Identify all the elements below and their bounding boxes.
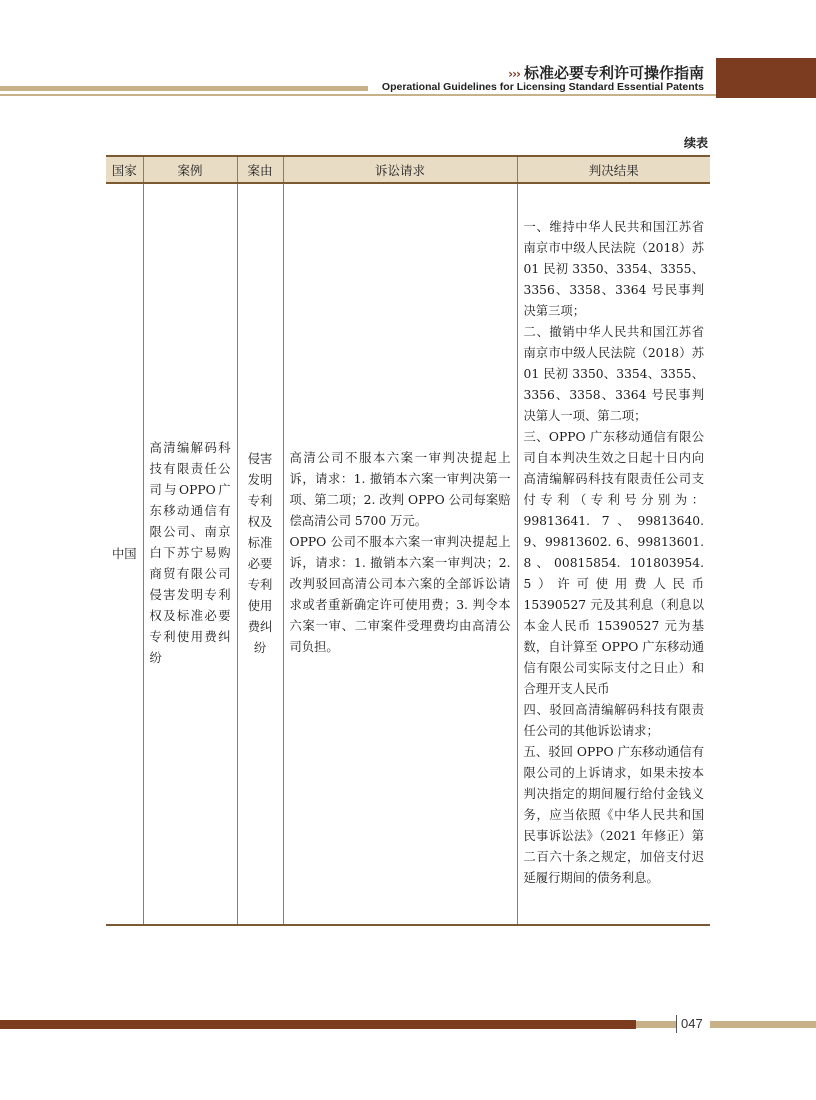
footer-bar-accent — [636, 1021, 676, 1028]
column-header-country: 国家 — [106, 156, 143, 183]
table-header-row — [106, 156, 710, 183]
running-header-title — [508, 62, 704, 83]
cell-judgment — [517, 183, 710, 925]
column-header-case: 案例 — [143, 156, 237, 183]
table-row — [106, 183, 710, 925]
continuation-label: 续表 — [683, 136, 708, 150]
cell-cause: 侵害 发明 专利 权及 标准 必要 专利 使用 费纠 纷 — [237, 183, 283, 925]
page-number: 047 — [676, 1015, 710, 1033]
judgment-item: 四、驳回高清编解码科技有限责任公司的其他诉讼请求； — [523, 703, 704, 738]
footer-bar — [0, 1020, 636, 1029]
judgment-item: 五、驳回 OPPO 广东移动通信有限公司的上诉请求，如果未按本判决指定的期间履行给付金钱义务，应当依照《中华人民共和国民事诉讼法》（2021 年修正）第二百六十条之规定，加倍支付迟延履行期间的债务利息。 — [523, 745, 704, 885]
column-header-cause: 案由 — [237, 156, 283, 183]
judgment-item: 三、OPPO 广东移动通信有限公司自本判决生效之日起十日内向高清编解码科技有限责任公司支付专利（专利号分别为：99813641. 7、99813640. 9、99813602. 6、99813601. 8、00815854. 101803954. 5）许可使用费人民币 15390527 元及其利息（利息以本金人民币 15390527 元为基数，自计算至 OPPO 广东移动通信有限公司实际支付之日止）和合理开支人民币 — [523, 430, 704, 696]
header-color-block — [716, 58, 816, 98]
header-underline — [0, 94, 716, 96]
cell-country: 中国 — [106, 183, 143, 925]
running-header-title-text: 标准必要专利许可操作指南 — [523, 64, 704, 82]
cell-claims — [283, 183, 517, 925]
column-header-claims: 诉讼请求 — [283, 156, 517, 183]
judgment-item: 二、撤销中华人民共和国江苏省南京市中级人民法院（2018）苏 01 民初 3350、3354、3355、3356、3358、3364 号民事判决第人一项、第二项； — [523, 325, 704, 423]
footer-bar-right — [710, 1021, 816, 1028]
running-header-subtitle: Operational Guidelines for Licensing Standard Essential Patents — [381, 81, 704, 93]
header-rule — [0, 86, 368, 91]
claim-paragraph: 高清公司不服本六案一审判决提起上诉，请求：1. 撤销本六案一审判决第一项、第二项；2. 改判 OPPO 公司每案赔偿高清公司 5700 万元。 — [289, 451, 511, 528]
claim-paragraph: OPPO 公司不服本六案一审判决提起上诉，请求：1. 撤销本六案一审判决；2. 改判驳回高清公司本六案的全部诉讼请求或者重新确定许可使用费；3. 判令本六案一审、二审案件受理费均由高清公司负担。 — [289, 535, 511, 654]
cell-case: 高清编解码科技有限责任公司与OPPO广东移动通信有限公司、南京白下苏宁易购商贸有限公司侵害发明专利权及标准必要专利使用费纠纷 — [143, 183, 237, 925]
column-header-judgment: 判决结果 — [517, 156, 710, 183]
triple-chevron-icon: ››› — [508, 67, 520, 81]
judgment-item: 一、维持中华人民共和国江苏省南京市中级人民法院（2018）苏 01 民初 3350、3354、3355、3356、3358、3364 号民事判决第三项； — [523, 220, 704, 318]
case-table — [106, 155, 710, 926]
